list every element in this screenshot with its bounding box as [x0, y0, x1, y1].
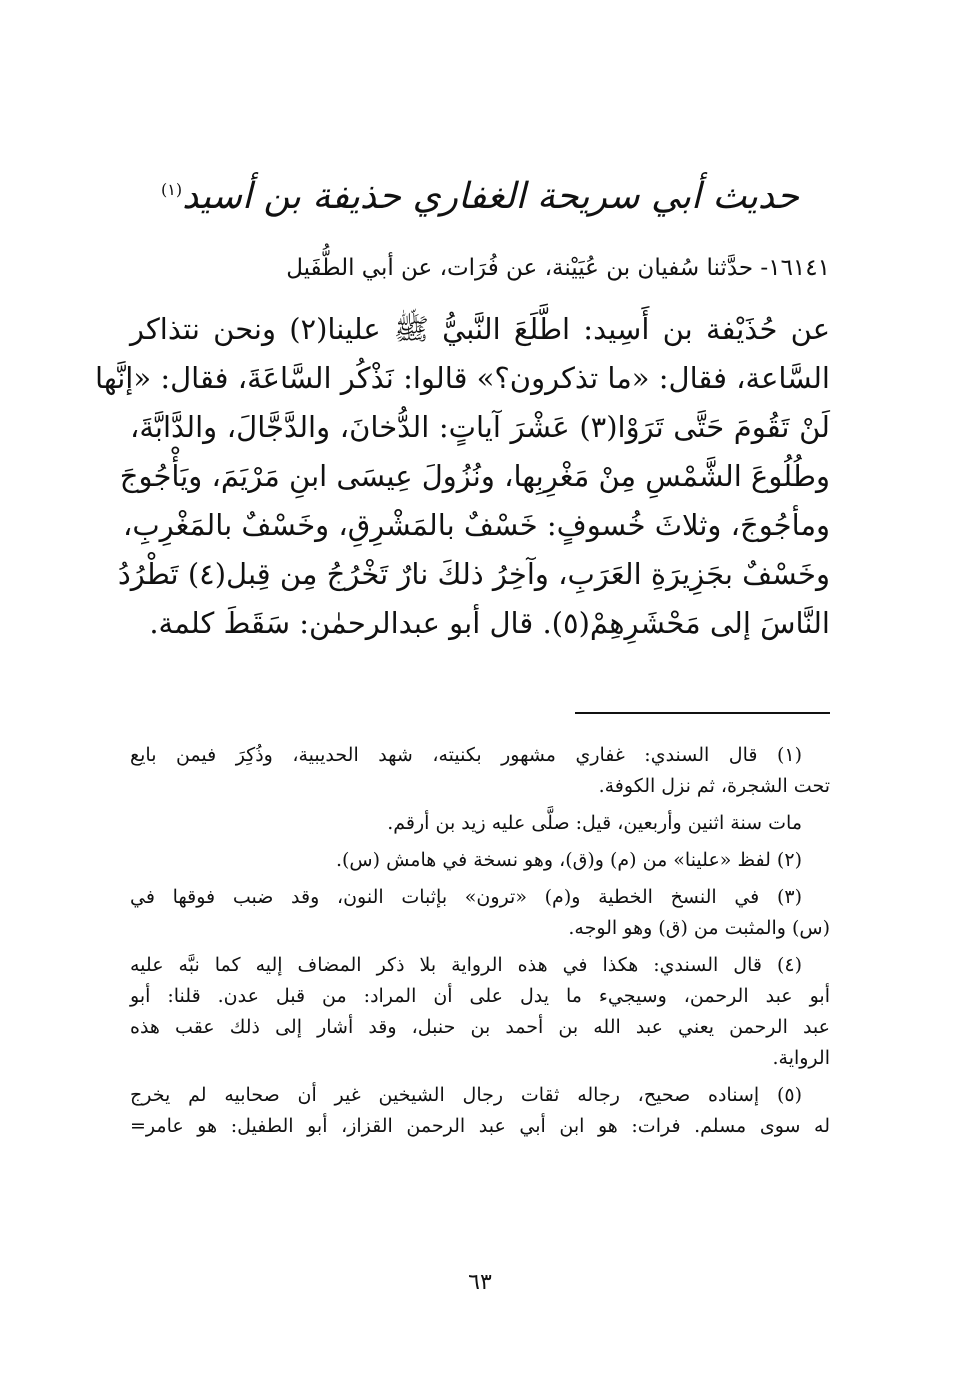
footnote-separator	[575, 712, 830, 714]
hadith-line: ومأجُوجَ، وثلاثَ خُسوفٍ: خَسْفٌ بالمَشْرِقِ، وخَسْفٌ بالمَغْرِبِ،	[122, 508, 830, 542]
chapter-heading	[130, 160, 830, 227]
footnote-3-line: (س) والمثبت من (ق) وهو الوجه.	[568, 917, 830, 939]
footnote-5-line: له سوى مسلم. فرات: هو ابن أبي عبد الرحمن القزاز، أبو الطفيل: هو عامر=	[130, 1115, 830, 1137]
hadith-number-line: ١٦١٤١- حدَّثنا سُفيان بن عُيَيْنة، عن فُرَات، عن أبي الطُّفَيل	[286, 255, 830, 281]
footnote-4-line: عبد الرحمن يعني عبد الله بن أحمد بن حنبل، وقد أشار إلى ذلك عقب هذه	[130, 1016, 830, 1038]
chapter-title: حديث أبي سريحة الغفاري حذيفة بن أسيد	[182, 176, 799, 217]
hadith-line: وطُلُوعَ الشَّمْسِ مِنْ مَغْرِبِها، ونُزُولَ عِيسَى ابنِ مَرْيَمَ، ويَأْجُوجَ	[119, 459, 830, 493]
footnote-4-line: (٤) قال السندي: هكذا في هذه الرواية بلا ذكر المضاف إليه كما نبَّه عليه	[130, 954, 802, 976]
hadith-text	[95, 305, 831, 648]
footnote-3-line: (٣) في النسخ الخطية و(م) «ترون» بإثبات النون، وقد ضبب فوقها في	[130, 886, 802, 908]
footnote-1-line: (١) قال السندي: غفاري مشهور بكنيته، شهد الحديبية، وذُكِرَ فيمن بايع	[130, 744, 802, 766]
hadith-line: لَنْ تَقُومَ حَتَّى تَرَوْا(٣) عَشْرَ آياتٍ: الدُّخانَ، والدَّجَّالَ، والدَّابَّةَ،	[130, 410, 830, 444]
footnote-4-line: الرواية.	[772, 1047, 830, 1069]
footnote-1-line: مات سنة اثنين وأربعين، قيل: صلَّى عليه زيد بن أرقم.	[387, 812, 802, 834]
hadith-line: السَّاعة، فقال: «ما تذكرون؟» قالوا: نَذْكُر السَّاعَةَ، فقال: «إنَّها	[95, 361, 830, 395]
page-number: ٦٣	[468, 1270, 492, 1295]
footnote-2-line: (٢) لفظ «علينا» من (م) و(ق)، وهو نسخة في هامش (س).	[335, 849, 802, 871]
hadith-line: النَّاسَ إلى مَحْشَرِهِمْ(٥). قال أبو عبدالرحمٰن: سَقَطَ كلمة.	[149, 606, 830, 640]
footnote-1-line: تحت الشجرة، ثم نزل الكوفة.	[598, 775, 830, 797]
hadith-line: وخَسْفٌ بجَزِيرَةِ العَرَبِ، وآخِرُ ذلكَ نارٌ تَخْرُجُ مِن قِبل(٤) تَطْرُدُ	[117, 557, 830, 591]
heading-footnote-mark: (١)	[161, 180, 183, 199]
hadith-line: عن حُذَيْفة بن أَسِيد: اطَّلَعَ النَّبيُّ ﷺ علينا(٢) ونحن نتذاكر	[130, 312, 831, 346]
footnote-4-line: أبو عبد الرحمن، وسيجيء ما يدل على أن المراد: من قبل عدن. قلنا: أبو	[130, 985, 830, 1007]
footnotes	[130, 740, 830, 1142]
footnote-5-line: (٥) إسناده صحيح، رجاله ثقات رجال الشيخين غير أن صحابيه لم يخرج	[130, 1084, 802, 1106]
